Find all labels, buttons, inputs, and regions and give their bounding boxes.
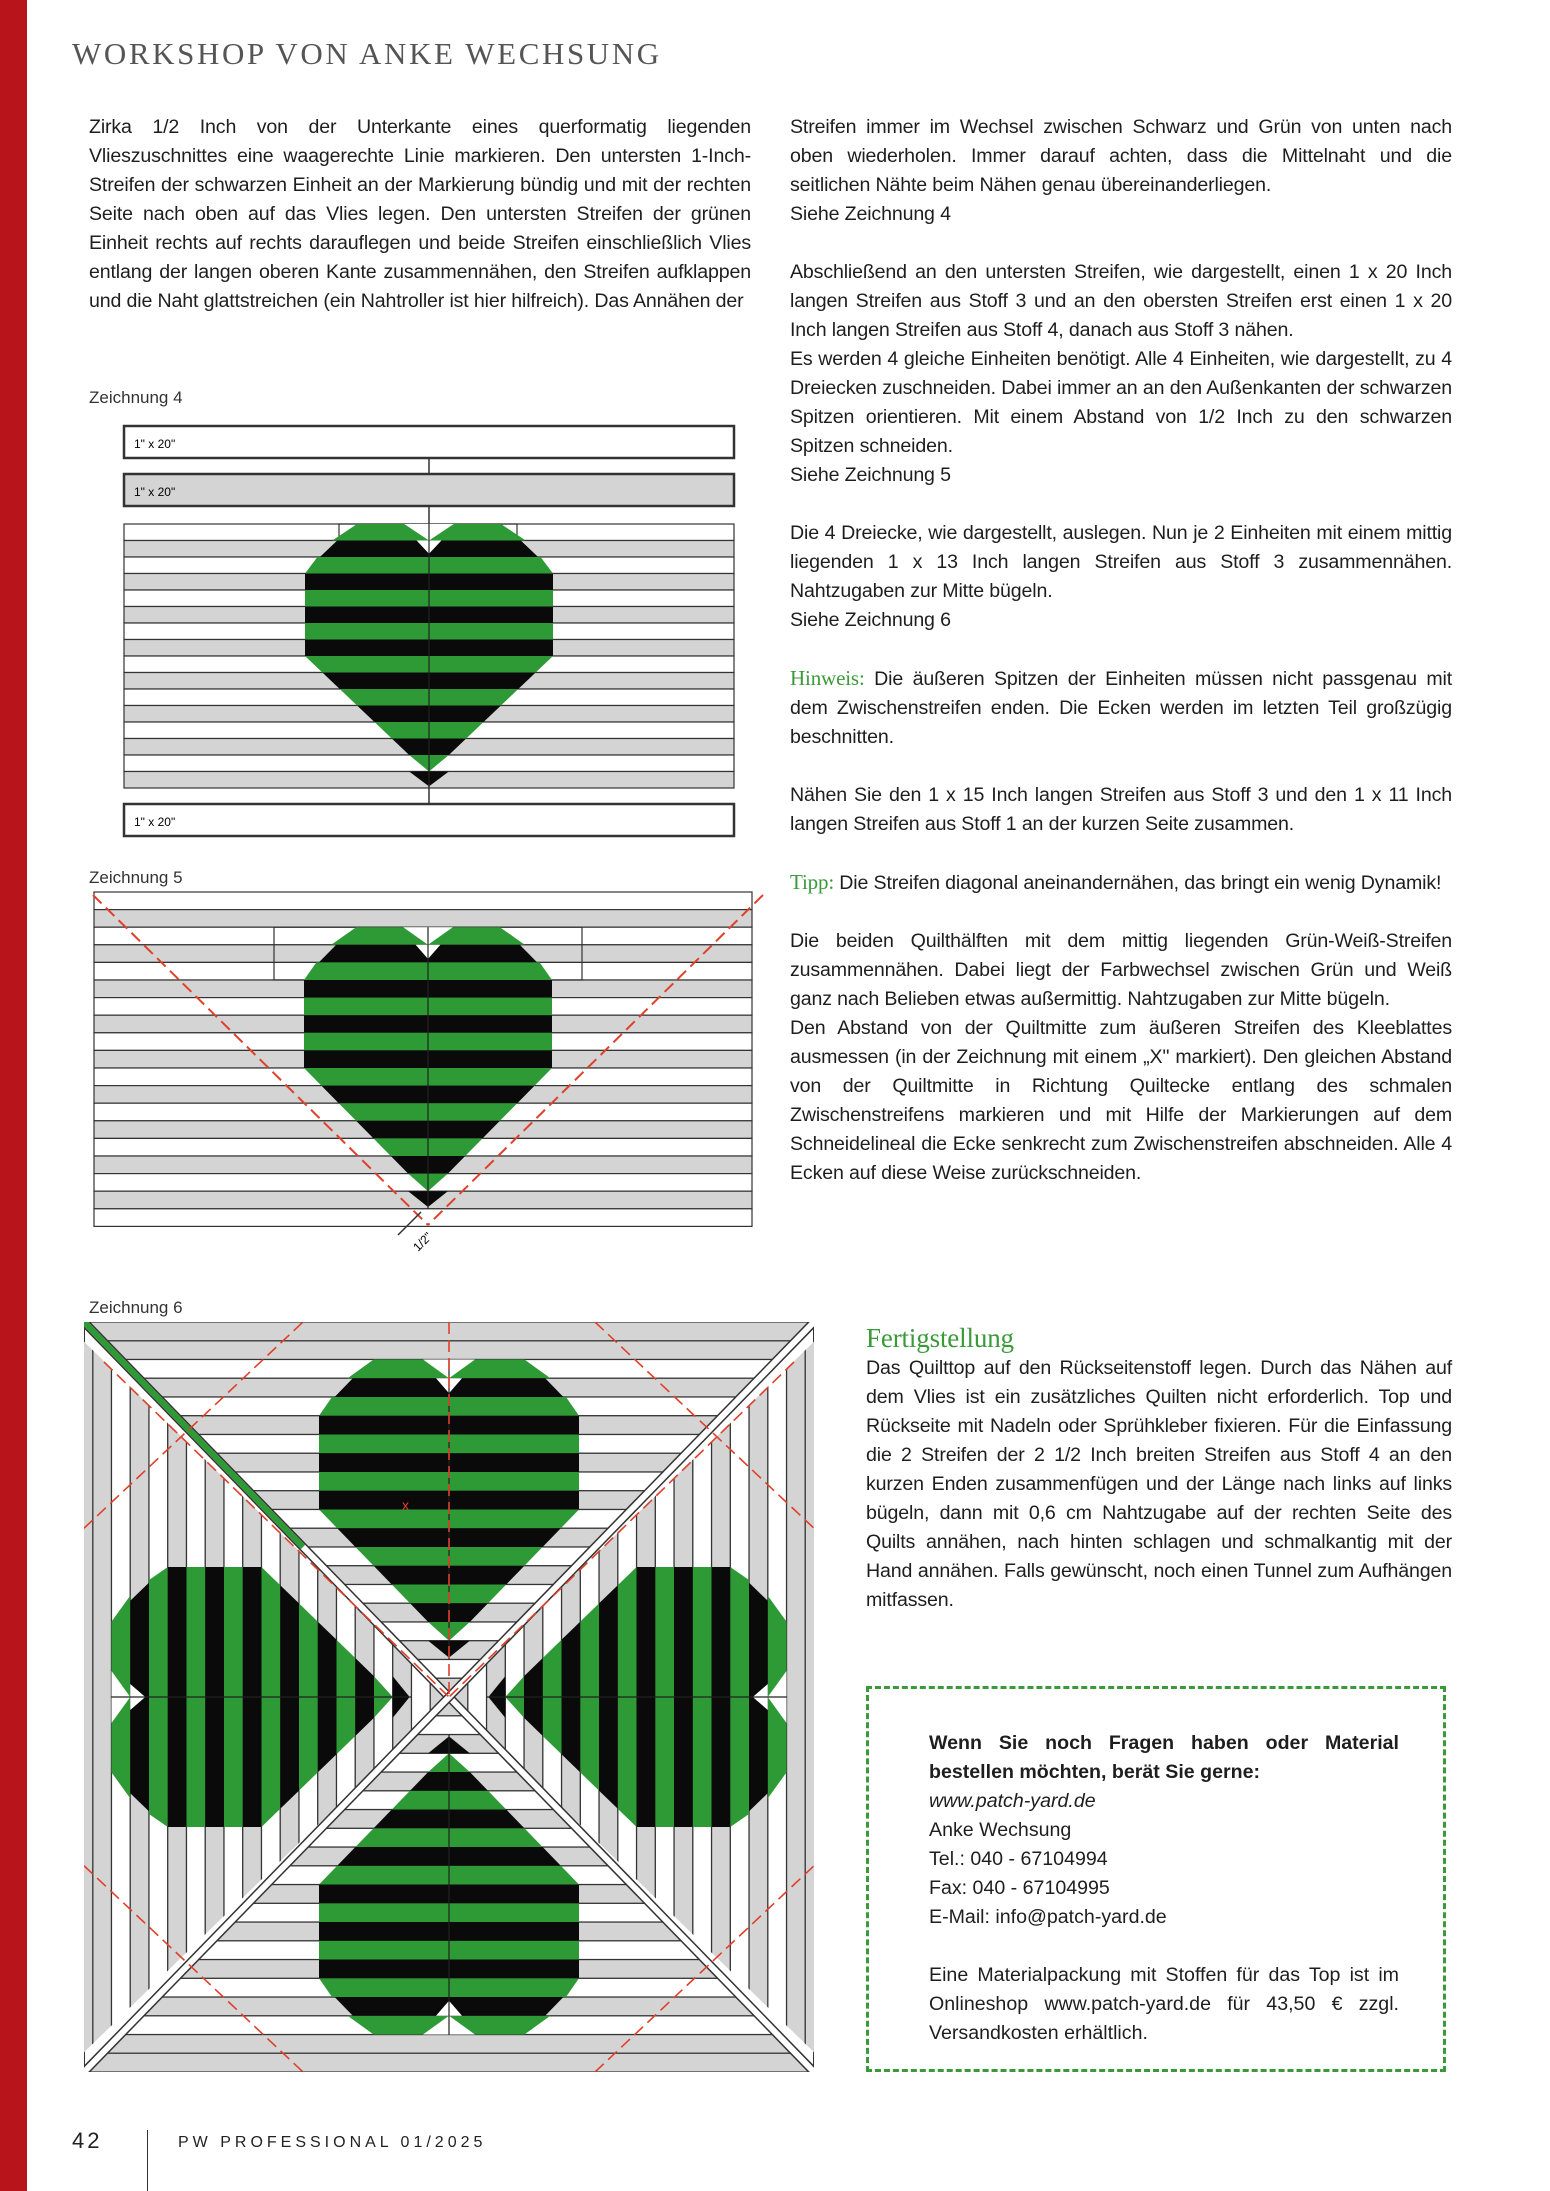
contact-heading: Wenn Sie noch Fragen haben oder Material bestellen möchten, berät Sie gerne: bbox=[929, 1732, 1399, 1783]
figure-6-diagram bbox=[84, 1322, 814, 2072]
paragraph-4: Nähen Sie den 1 x 15 Inch langen Streifen aus Stoff 3 und den 1 x 11 Inch langen Streifen aus Stoff 1 an der kurzen Seite zusammen. bbox=[790, 784, 1452, 835]
finishing-section bbox=[866, 1322, 1452, 1615]
strip-label: 1" x 20" bbox=[134, 485, 176, 499]
contact-phone: Tel.: 040 - 67104994 bbox=[929, 1848, 1108, 1870]
strip-label: 1" x 20" bbox=[134, 437, 176, 451]
fabric-strip bbox=[94, 892, 752, 910]
fabric-strip bbox=[94, 910, 752, 928]
paragraph-5 bbox=[790, 927, 1452, 1188]
figure-5-diagram bbox=[88, 890, 768, 1280]
paragraph-1 bbox=[790, 113, 1452, 229]
contact-email: E-Mail: info@patch-yard.de bbox=[929, 1906, 1167, 1928]
hint-label: Hinweis: bbox=[790, 666, 865, 690]
tip-label: Tipp: bbox=[790, 870, 835, 894]
x-mark: x bbox=[402, 1497, 409, 1513]
contact-name: Anke Wechsung bbox=[929, 1819, 1072, 1841]
contact-fax: Fax: 040 - 67104995 bbox=[929, 1877, 1110, 1899]
paragraph-text: Den Abstand von der Quiltmitte zum äußeren Streifen des Kleeblattes ausmessen (in der Zeichnung mit einem „X" markiert). Den gleichen Abstand von der Quiltmitte in Richtung Quiltecke entlang des schmalen Zwischenstreifens markieren und mit Hilfe der Markierungen auf dem Schneidelineal die Ecke senkrecht zum Zwischenstreifen abschneiden. Alle 4 Ecken auf diese Weise zurückschneiden. bbox=[790, 1017, 1452, 1184]
footer-divider bbox=[147, 2130, 148, 2191]
fabric-strip bbox=[787, 1322, 806, 2072]
paragraph-text: Es werden 4 gleiche Einheiten benötigt. Alle 4 Einheiten, wie dargestellt, zu 4 Dreiecken zuschneiden. Dabei immer an an den Außenkanten der schwarzen Spitzen orientieren. Mit einem Abstand von 1/2 Inch zu den schwarzen Spitzen schneiden. bbox=[790, 348, 1452, 457]
page-number: 42 bbox=[72, 2128, 103, 2153]
figure-4-diagram bbox=[120, 420, 740, 840]
figure-reference: Siehe Zeichnung 6 bbox=[790, 609, 951, 631]
fabric-strip bbox=[94, 1209, 752, 1227]
figure-6-caption: Zeichnung 6 bbox=[89, 1298, 183, 1317]
fabric-strip bbox=[93, 1322, 112, 2072]
figure-reference: Siehe Zeichnung 4 bbox=[790, 203, 951, 225]
contact-website-link[interactable]: www.patch-yard.de bbox=[929, 1790, 1096, 1812]
page-edge-red-bar bbox=[0, 0, 27, 2191]
page-header-title: WORKSHOP VON ANKE WECHSUNG bbox=[72, 36, 662, 71]
paragraph-3 bbox=[790, 519, 1452, 635]
strip-label: 1" x 20" bbox=[134, 815, 176, 829]
figure-5-caption: Zeichnung 5 bbox=[89, 868, 183, 887]
paragraph-text: Die beiden Quilthälften mit dem mittig liegenden Grün-Weiß-Streifen zusammennähen. Dabei liegt der Farbwechsel zwischen Grün und Weiß ganz nach Belieben etwas außermittig. Nahtzugaben zur Mitte bügeln. bbox=[790, 930, 1452, 1010]
material-package-note: Eine Materialpackung mit Stoffen für das Top ist im Onlineshop www.patch-yard.de für 43,50 € zzgl. Versandkosten erhältlich. bbox=[929, 1964, 1399, 2044]
publication-name: PW PROFESSIONAL 01/2025 bbox=[178, 2134, 487, 2151]
border-strip bbox=[84, 2053, 814, 2072]
figure-reference: Siehe Zeichnung 5 bbox=[790, 464, 951, 486]
figure-4-caption: Zeichnung 4 bbox=[89, 388, 183, 407]
paragraph-text: Die 4 Dreiecke, wie dargestellt, auslegen. Nun je 2 Einheiten mit einem mittig liegenden 1 x 13 Inch langen Streifen aus Stoff 3 zusammennähen. Nahtzugaben zur Mitte bügeln. bbox=[790, 522, 1452, 602]
right-column bbox=[790, 113, 1452, 1217]
tip-paragraph bbox=[790, 868, 1452, 898]
paragraph-text: Abschließend an den untersten Streifen, wie dargestellt, einen 1 x 20 Inch langen Streifen aus Stoff 3 und an den obersten Streifen erst einen 1 x 20 Inch langen Streifen aus Stoff 4, danach aus Stoff 3 nähen. bbox=[790, 261, 1452, 341]
hint-text: Die äußeren Spitzen der Einheiten müssen nicht passgenau mit dem Zwischenstreifen enden. Die Ecken werden im letzten Teil großzügig beschnitten. bbox=[790, 668, 1452, 748]
finishing-title: Fertigstellung bbox=[866, 1323, 1014, 1353]
paragraph-text: Streifen immer im Wechsel zwischen Schwarz und Grün von unten nach oben wiederholen. Immer darauf achten, dass die Mittelnaht und die seitlichen Nähte beim Nähen genau übereinanderliegen. bbox=[790, 116, 1452, 196]
hint-paragraph bbox=[790, 664, 1452, 752]
intro-paragraph: Zirka 1/2 Inch von der Unterkante eines querformatig liegenden Vlieszuschnittes eine waagerechte Linie markieren. Den untersten 1-Inch-Streifen der schwarzen Einheit an der Markierung bündig und mit der rechten Seite nach oben auf das Vlies legen. Den untersten Streifen der grünen Einheit rechts auf rechts darauflegen und beide Streifen einschließlich Vlies entlang der langen oberen Kante zusammennähen, den Streifen aufklappen und die Naht glattstreichen (ein Nahtroller ist hier hilfreich). Das Annähen der bbox=[89, 116, 751, 312]
finishing-text: Das Quilttop auf den Rückseitenstoff legen. Durch das Nähen auf dem Vlies ist ein zusätzliches Quilten nicht erforderlich. Top und Rückseite mit Nadeln oder Sprühkleber fixieren. Für die Einfassung die 2 Streifen der 2 1/2 Inch breiten Streifen aus Stoff 4 an den kurzen Enden zusammenfügen und der Länge nach links auf links bügeln, dann mit 0,6 cm Nahtzugabe auf der rechten Seite des Quilts annähen, nach hinten schlagen und schmalkantig mit der Hand annähen. Falls gewünscht, noch einen Tunnel zum Aufhängen mitfassen. bbox=[866, 1357, 1452, 1611]
border-strip bbox=[805, 1322, 814, 2072]
tip-text: Die Streifen diagonal aneinandernähen, das bringt ein wenig Dynamik! bbox=[834, 872, 1442, 894]
contact-box bbox=[866, 1686, 1446, 2072]
half-inch-label: 1/2" bbox=[410, 1229, 435, 1255]
left-column bbox=[89, 113, 751, 345]
fabric-strip bbox=[84, 2035, 814, 2054]
border-strip bbox=[84, 1322, 93, 2072]
paragraph-2 bbox=[790, 258, 1452, 490]
